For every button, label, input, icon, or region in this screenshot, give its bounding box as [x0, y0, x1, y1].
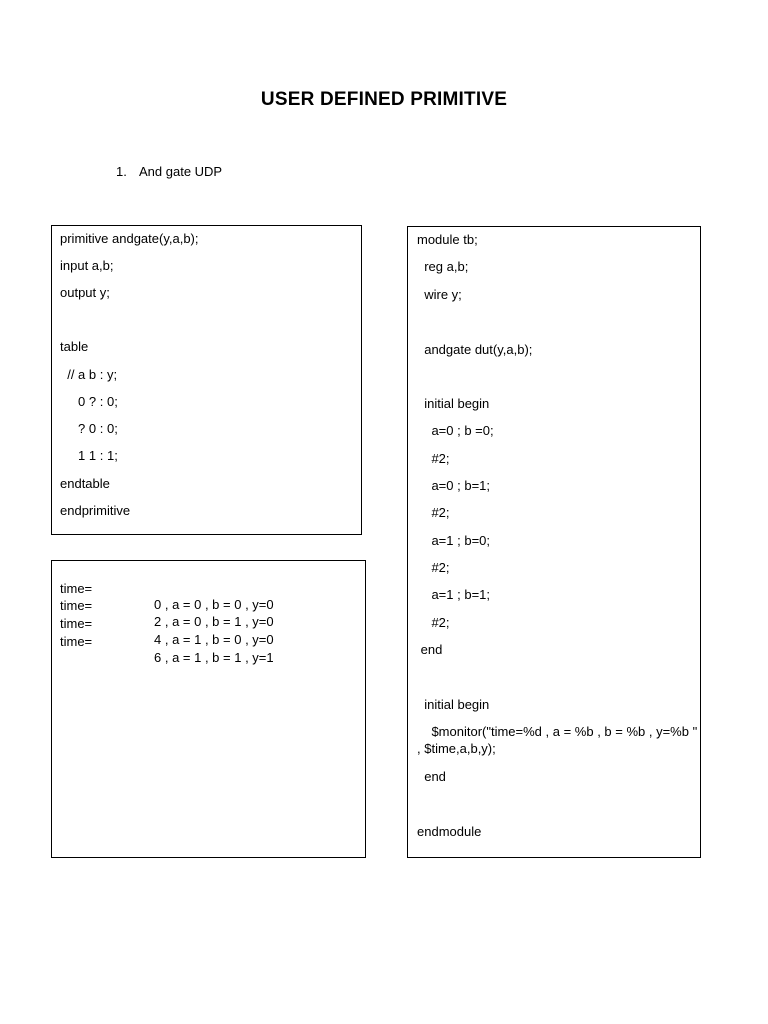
output-value: 6 , a = 1 , b = 1 , y=1 — [154, 650, 274, 665]
code-line: ? 0 : 0; — [60, 421, 118, 436]
code-line: initial begin — [417, 697, 490, 712]
code-line: , $time,a,b,y); — [417, 741, 496, 756]
output-value: 0 , a = 0 , b = 0 , y=0 — [154, 597, 274, 612]
code-line: 0 ? : 0; — [60, 394, 118, 409]
code-line: andgate dut(y,a,b); — [417, 342, 533, 357]
code-line: #2; — [417, 615, 450, 630]
list-number: 1. — [116, 164, 127, 179]
code-line: module tb; — [417, 232, 478, 247]
code-line: // a b : y; — [60, 367, 118, 382]
output-value: 2 , a = 0 , b = 1 , y=0 — [154, 614, 274, 629]
list-text: And gate UDP — [139, 164, 223, 179]
code-line: endtable — [60, 476, 110, 491]
primitive-code-box — [51, 225, 362, 535]
output-label: time= — [60, 616, 93, 631]
code-line: table — [60, 339, 89, 354]
page-title: USER DEFINED PRIMITIVE — [260, 89, 508, 110]
code-line: $monitor("time=%d , a = %b , b = %b , y=%b " — [417, 724, 698, 739]
code-line: wire y; — [417, 287, 462, 302]
output-value: 4 , a = 1 , b = 0 , y=0 — [154, 632, 274, 647]
output-label: time= — [60, 581, 93, 596]
code-line: initial begin — [417, 396, 490, 411]
output-label: time= — [60, 598, 93, 613]
code-line: a=0 ; b=1; — [417, 478, 490, 493]
code-line: #2; — [417, 505, 450, 520]
code-line: input a,b; — [60, 258, 114, 273]
output-label: time= — [60, 634, 93, 649]
code-line: primitive andgate(y,a,b); — [60, 231, 199, 246]
code-line: endprimitive — [60, 503, 131, 518]
code-line: #2; — [417, 560, 450, 575]
testbench-code-box — [407, 226, 701, 858]
code-line: end — [417, 769, 446, 784]
code-line: a=1 ; b=0; — [417, 533, 490, 548]
code-line: reg a,b; — [417, 259, 469, 274]
code-line: end — [417, 642, 443, 657]
code-line: output y; — [60, 285, 110, 300]
simulation-output-box — [51, 560, 366, 858]
code-line: #2; — [417, 451, 450, 466]
code-line: 1 1 : 1; — [60, 448, 118, 463]
list-item — [116, 164, 222, 179]
code-line: a=0 ; b =0; — [417, 423, 494, 438]
code-line: a=1 ; b=1; — [417, 587, 490, 602]
code-line: endmodule — [417, 824, 482, 839]
